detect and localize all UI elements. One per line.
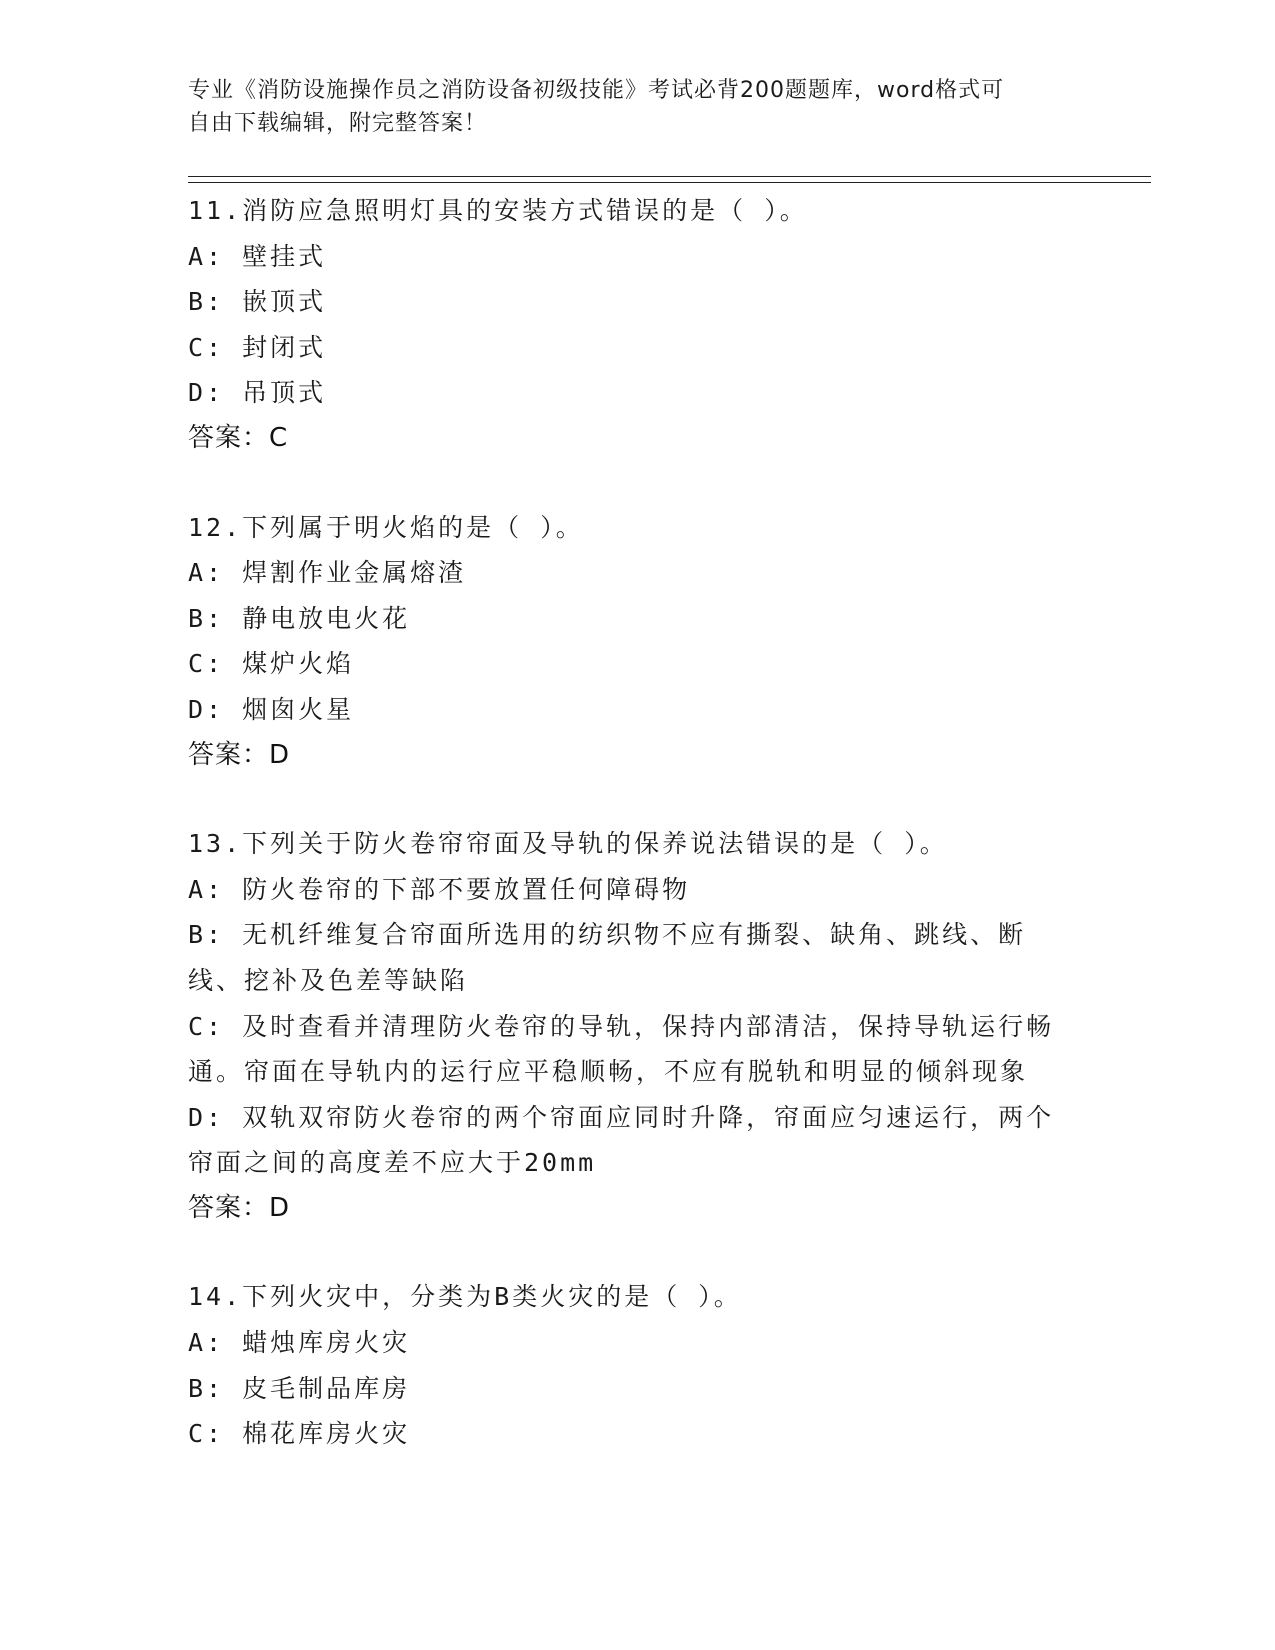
option-b: B: 皮毛制品库房 [188,1373,411,1403]
document-header [188,74,1068,140]
answer-line: 答案：D [188,1192,291,1223]
header-line-1: 专业《消防设施操作员之消防设备初级技能》考试必背200题题库，word格式可 [188,78,1005,103]
option-b: B: 无机纤维复合帘面所选用的纺织物不应有撕裂、缺角、跳线、断线、挖补及色差等缺陷 [188,920,1027,995]
question-stem: 12.下列属于明火焰的是（ ）。 [188,512,584,542]
question-11 [188,188,1088,462]
option-a: A: 焊割作业金属熔渣 [188,558,467,588]
header-line-2: 自由下载编辑，附完整答案！ [188,111,488,136]
option-c: C: 及时查看并清理防火卷帘的导轨，保持内部清洁，保持导轨运行畅通。帘面在导轨内的运行应平稳顺畅，不应有脱轨和明显的倾斜现象 [188,1011,1055,1087]
answer-line: 答案：C [188,422,289,453]
option-a: A: 壁挂式 [188,241,327,271]
question-stem: 13.下列关于防火卷帘帘面及导轨的保养说法错误的是（ ）。 [188,829,948,859]
option-c: C: 封闭式 [188,332,327,362]
question-list [188,188,1088,1500]
option-b: B: 静电放电火花 [188,603,411,633]
option-c: C: 棉花库房火灾 [188,1419,411,1449]
option-a: A: 蜡烛库房火灾 [188,1328,411,1358]
header-rule-bottom [188,182,1151,183]
question-13 [188,821,1088,1231]
answer-line: 答案：D [188,739,291,770]
option-c: C: 煤炉火焰 [188,649,355,679]
option-d: D: 双轨双帘防火卷帘的两个帘面应同时升降，帘面应匀速运行，两个帘面之间的高度差不应大于20mm [188,1102,1055,1178]
question-stem: 11.消防应急照明灯具的安装方式错误的是（ ）。 [188,196,808,225]
question-stem: 14.下列火灾中，分类为B类火灾的是（ ）。 [188,1282,742,1312]
question-12 [188,505,1088,779]
option-a: A: 防火卷帘的下部不要放置任何障碍物 [188,874,691,904]
option-d: D: 烟囱火星 [188,694,355,724]
option-d: D: 吊顶式 [188,378,327,408]
option-b: B: 嵌顶式 [188,287,327,317]
header-rule-top [188,176,1151,177]
question-14 [188,1274,1088,1456]
